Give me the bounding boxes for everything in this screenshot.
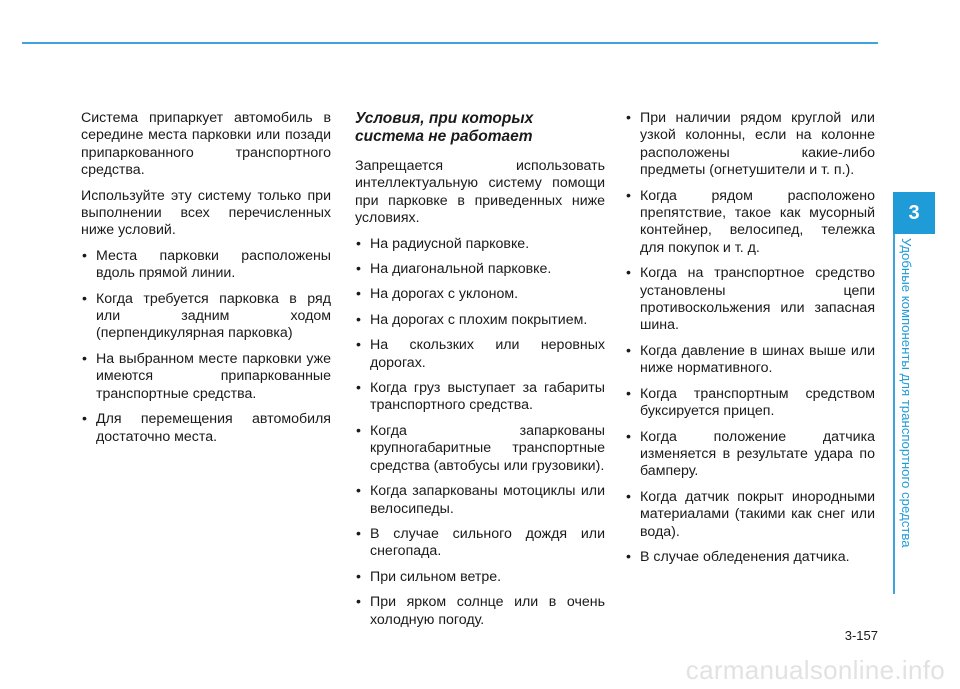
page-number: 3-157 [844, 628, 878, 643]
list-item: • На выбранном месте парковки уже имеются припаркованные транспортные средства. [82, 350, 331, 402]
bullet-icon: • [626, 548, 631, 565]
list-item: • В случае обледенения датчика. [626, 548, 850, 565]
list-item: • Когда требуется парковка в ряд или задним ходом (перпендикулярная парковка) [82, 290, 331, 342]
list-item: • На радиусной парковке. [356, 235, 530, 252]
bullet-icon: • [626, 385, 631, 402]
bullet-icon: • [356, 422, 361, 439]
chapter-tab: 3 [893, 192, 935, 234]
bullet-icon: • [626, 428, 631, 445]
list-item: • На дорогах с уклоном. [356, 286, 519, 303]
chapter-title: Удобные компоненты для транспортного средства [899, 238, 914, 548]
section-heading: Условия, при которых система не работает [355, 110, 534, 145]
intro-paragraph: Система припаркует автомобиль в середине места парковки или позади припаркованного транспортного средства. [81, 110, 331, 179]
bullet-icon: • [356, 261, 361, 278]
bullet-icon: • [356, 286, 361, 303]
column-1 [81, 110, 331, 454]
list-item: • При ярком солнце или в очень холодную погоду. [356, 594, 605, 628]
list-item: • Когда транспортным средством буксируется прицеп. [626, 385, 875, 420]
bullet-icon: • [356, 380, 361, 397]
list-item: • Когда давление в шинах выше или ниже нормативного. [626, 342, 875, 377]
list-item: • На дорогах с плохим покрытием. [356, 311, 588, 328]
bullet-icon: • [356, 311, 361, 328]
bullet-icon: • [356, 568, 361, 585]
bullet-icon: • [82, 411, 87, 428]
list-item: • Когда на транспортное средство установлены цепи противоскольжения или запасная шина. [626, 265, 875, 334]
restrictions-list-continued [625, 110, 875, 566]
usage-paragraph: Используйте эту систему только при выполнении всех перечисленных ниже условий. [81, 187, 331, 239]
list-item: • Когда груз выступает за габариты транспортного средства. [356, 380, 605, 414]
restriction-paragraph: Запрещается использовать интеллектуальную систему помощи при парковке в приведенных ниже условиях. [355, 158, 605, 227]
list-item: • На диагональной парковке. [356, 261, 552, 278]
bullet-icon: • [626, 342, 631, 359]
list-item: • Когда запаркованы мотоциклы или велосипеды. [356, 483, 605, 517]
watermark: carmanualsonline.info [685, 655, 945, 685]
bullet-icon: • [626, 110, 631, 126]
list-item: • На скользких или неровных дорогах. [356, 337, 605, 371]
bullet-icon: • [356, 235, 361, 252]
list-item: • В случае сильного дождя или снегопада. [356, 525, 605, 560]
column-3 [625, 110, 875, 574]
bullet-icon: • [626, 265, 631, 282]
header-rule [22, 42, 878, 44]
column-2 [355, 110, 605, 637]
list-item: • Когда запаркованы крупногабаритные транспортные средства (автобусы или грузовики). [356, 422, 605, 474]
list-item: • Когда датчик покрыт инородными материалами (такими как снег или вода). [626, 488, 875, 540]
list-item: • Места парковки расположены вдоль прямой линии. [82, 247, 331, 282]
bullet-icon: • [356, 483, 361, 500]
restrictions-list [355, 236, 605, 629]
bullet-icon: • [356, 594, 361, 611]
bullet-icon: • [356, 525, 361, 542]
list-item: • Для перемещения автомобиля достаточно места. [82, 411, 331, 445]
bullet-icon: • [626, 187, 631, 204]
list-item: • Когда положение датчика изменяется в результате удара по бамперу. [626, 428, 875, 480]
bullet-icon: • [82, 290, 87, 307]
list-item: • Когда рядом расположено препятствие, такое как мусорный контейнер, велосипед, тележка для покупок и т. д. [626, 187, 875, 256]
list-item: • При наличии рядом круглой или узкой колонны, если на колонне расположены какие-либо предметы (огнетушители и т. п.). [626, 110, 875, 179]
bullet-icon: • [626, 488, 631, 505]
conditions-list [81, 248, 331, 446]
bullet-icon: • [82, 247, 87, 264]
bullet-icon: • [356, 337, 361, 354]
list-item: • При сильном ветре. [356, 568, 502, 585]
bullet-icon: • [82, 350, 87, 367]
